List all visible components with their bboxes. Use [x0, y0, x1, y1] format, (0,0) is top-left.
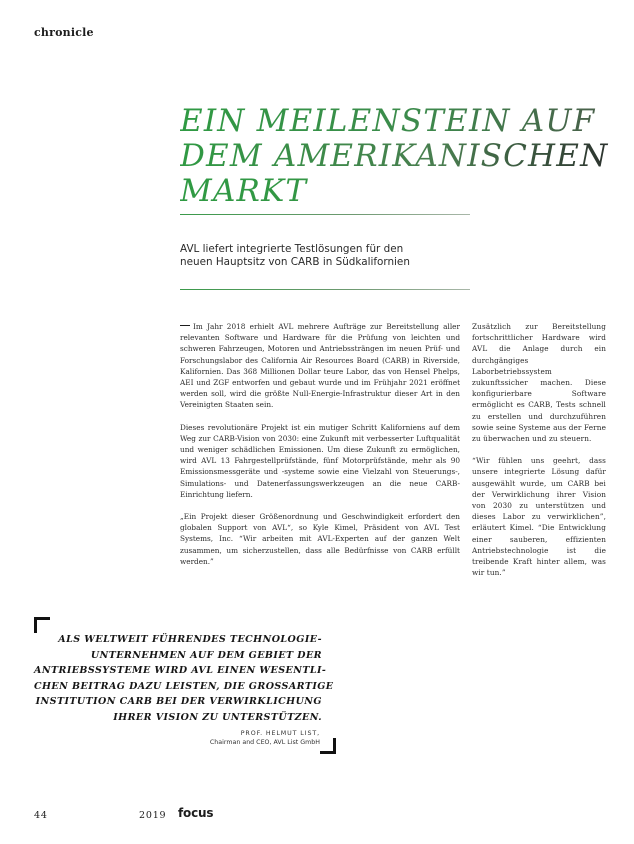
- pull-quote-line: UNTERNEHMEN AUF DEM GEBIET DER: [90, 649, 322, 661]
- headline: [180, 104, 620, 209]
- section-label: chronicle: [34, 26, 94, 39]
- page-number: 44: [34, 810, 48, 821]
- subtitle-line: neuen Hauptsitz von CARB in Südkalifornien: [180, 256, 410, 268]
- lead-dash: [180, 325, 190, 326]
- body-paragraph: „Ein Projekt dieser Größenordnung und Geschwindigkeit erfordert den globalen Support von AVL“, so Kyle Kimel, Präsident von AVL Test Systems, Inc. “Wir arbeiten mit AVL-Experten auf der ganzen Welt zusammen, um sicherzustellen, dass alle Bedürfnisse von CARB erfüllt werden.”: [180, 512, 460, 566]
- subtitle-divider: [180, 289, 470, 290]
- issue-year: 2019: [139, 810, 167, 821]
- quote-corner-bottom-right: [320, 738, 336, 754]
- headline-divider: [180, 214, 470, 215]
- subtitle-line: AVL liefert integrierte Testlösungen für den: [180, 243, 404, 255]
- headline-line: MARKT: [180, 174, 620, 209]
- quote-attribution: [150, 730, 320, 748]
- quote-corner-top-left: [34, 617, 50, 633]
- quote-author: PROF. HELMUT LIST,: [240, 730, 320, 737]
- headline-line: DEM AMERIKANISCHEN: [180, 139, 620, 174]
- pull-quote-line: ALS WELTWEIT FÜHRENDES TECHNOLOGIE-: [58, 634, 322, 645]
- body-paragraph: Zusätzlich zur Bereitstellung fortschrittlicher Hardware wird AVL die Anlage durch ein durchgängiges Laborbetriebssystem zukunftssicher machen. Diese konfigurierbare Software ermöglicht es CARB, Tests schnell zu erstellen und durchzuführen sowie seine Systeme aus der Ferne zu überwachen und zu steuern.: [472, 322, 606, 444]
- pull-quote-line: ANTRIEBSSYSTEME WIRD AVL EINEN WESENTLI-: [34, 665, 327, 677]
- body-paragraph-text: Im Jahr 2018 erhielt AVL mehrere Aufträge zur Bereitstellung aller relevanten Software und Hardware für die Prüfung von leichten und schweren Fahrzeugen, Motoren und Antriebssträngen im neuen Prüf- und Forschungslabor des California Air Resources Board (CARB) in Riverside, Kalifornien. Das 368 Millionen Dollar teure Labor, das von Hensel Phelps, AEI und ZGF entworfen und gebaut wurde und im Frühjahr 2021 eröffnet werden soll, wird die größte Null-Energie-Infrastruktur dieser Art in den Vereinigten Staaten sein.: [180, 322, 460, 410]
- body-paragraph: Dieses revolutionäre Projekt ist ein mutiger Schritt Kaliforniens auf dem Weg zur CARB-Vision von 2030: eine Zukunft mit verbesserter Luftqualität und weniger schädlichen Emissionen. Um diese Zukunft zu ermöglichen, wird AVL 13 Fahrgestellprüfstände, fünf Motorprüfstände, mehr als 90 Emissionsmessgeräte und -systeme sowie eine Vielzahl von Steuerungs-, Simulations- und Datenerfassungswerkzeugen an die neue CARB-Einrichtung liefern.: [180, 422, 460, 499]
- pull-quote-line: IHRER VISION ZU UNTERSTÜTZEN.: [113, 711, 322, 723]
- subtitle: [180, 243, 480, 269]
- pull-quote-line: CHEN BEITRAG DAZU LEISTEN, DIE GROSSARTIGE: [34, 680, 334, 692]
- headline-line: EIN MEILENSTEIN AUF: [180, 104, 620, 139]
- body-column-right: [472, 321, 606, 589]
- magazine-name: focus: [178, 806, 214, 820]
- pull-quote: [34, 632, 334, 726]
- body-paragraph: [180, 321, 460, 411]
- body-column-left: [180, 321, 460, 578]
- quote-author-role: Chairman and CEO, AVL List GmbH: [209, 738, 320, 746]
- body-paragraph: “Wir fühlen uns geehrt, dass unsere integrierte Lösung dafür ausgewählt wurde, um CARB bei der Verwirklichung ihrer Vision von 2030 zu unterstützen und dieses Labor zu verwirklichen”, erläutert Kimel. “Die Entwicklung einer sauberen, effizienten Antriebstechnologie ist die treibende Kraft hinter allem, was wir tun.”: [472, 456, 606, 578]
- pull-quote-line: INSTITUTION CARB BEI DER VERWIRKLICHUNG: [35, 696, 322, 708]
